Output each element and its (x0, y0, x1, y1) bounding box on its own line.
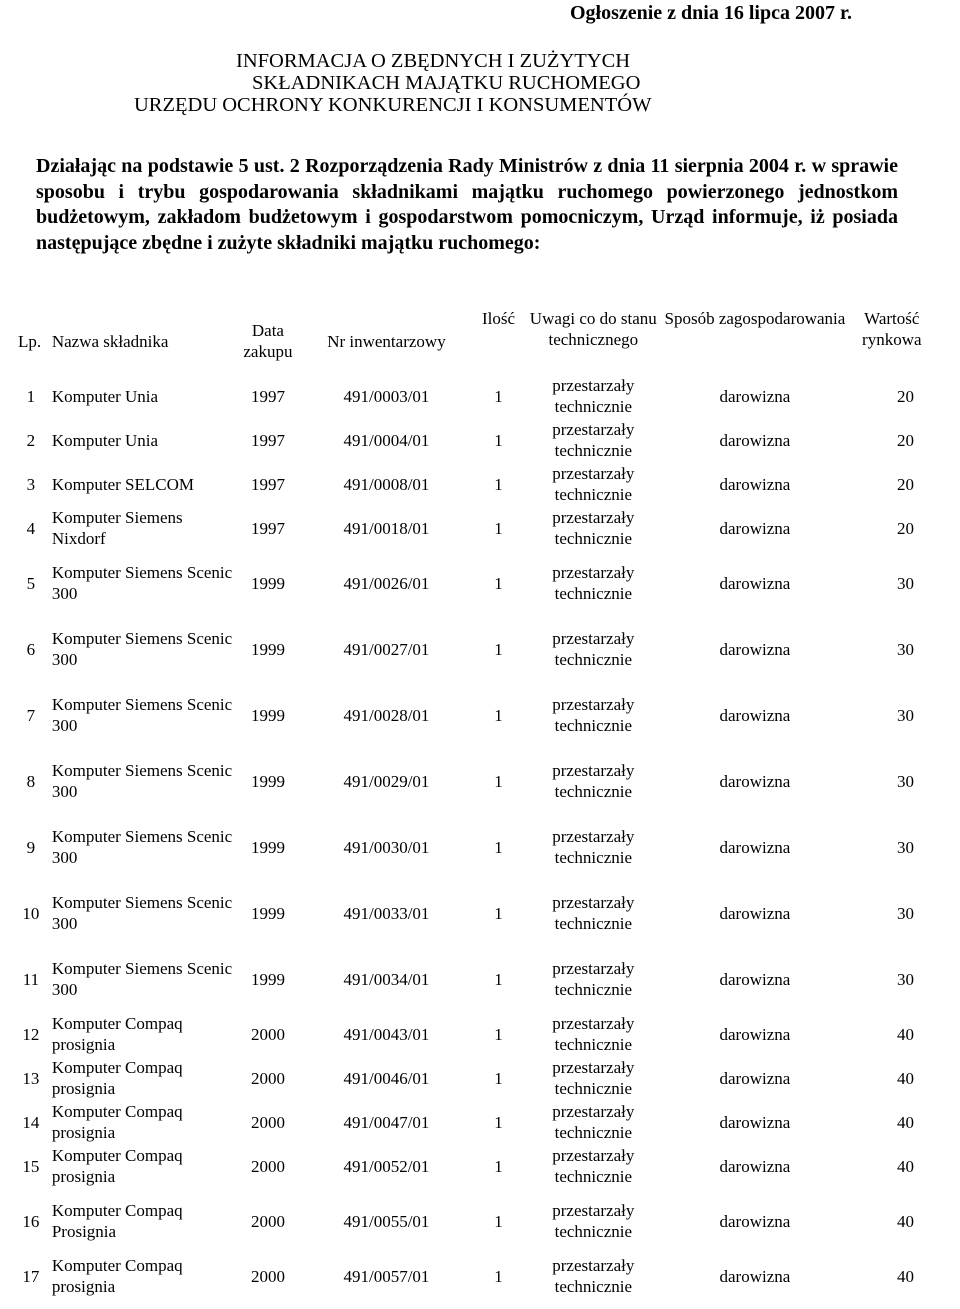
cell-value: 40 (897, 1112, 914, 1132)
cell-qty: 1 (494, 1024, 503, 1044)
cell-name: Komputer Compaq prosignia (51, 1102, 183, 1142)
cell-value: 20 (897, 430, 914, 450)
assets-table (18, 308, 936, 1298)
cell-inventory: 491/0029/01 (343, 771, 430, 791)
header-inventory: Nr inwentarzowy (327, 331, 446, 351)
cell-lp: 4 (26, 518, 36, 538)
cell-lp: 5 (26, 573, 36, 593)
cell-date: 2000 (250, 1112, 285, 1132)
cell-name: Komputer Compaq prosignia (51, 1058, 183, 1098)
cell-value: 40 (897, 1211, 914, 1231)
cell-name: Komputer Siemens Scenic 300 (51, 761, 233, 801)
cell-inventory: 491/0057/01 (343, 1266, 430, 1286)
cell-lp: 2 (26, 430, 36, 450)
cell-name: Komputer Siemens Scenic 300 (51, 827, 233, 867)
cell-name: Komputer Unia (51, 430, 159, 450)
header-name: Nazwa składnika (51, 331, 169, 351)
cell-qty: 1 (494, 969, 503, 989)
cell-inventory: 491/0052/01 (343, 1156, 430, 1176)
cell-date: 2000 (250, 1266, 285, 1286)
cell-remarks: przestarzały technicznie (552, 464, 635, 504)
cell-name: Komputer Compaq prosignia (51, 1256, 183, 1296)
cell-lp: 12 (22, 1024, 40, 1044)
cell-qty: 1 (494, 573, 503, 593)
cell-value: 30 (897, 573, 914, 593)
cell-inventory: 491/0027/01 (343, 639, 430, 659)
cell-remarks: przestarzały technicznie (552, 629, 635, 669)
cell-remarks: przestarzały technicznie (552, 420, 635, 460)
cell-remarks: przestarzały technicznie (552, 827, 635, 867)
cell-lp: 7 (26, 705, 36, 725)
cell-name: Komputer Siemens Scenic 300 (51, 893, 233, 933)
cell-inventory: 491/0030/01 (343, 837, 430, 857)
cell-value: 30 (897, 639, 914, 659)
cell-date: 1999 (250, 705, 285, 725)
cell-qty: 1 (494, 386, 503, 406)
header-disposal: Sposób zagospodarowania (664, 309, 846, 328)
header-value: Wartość rynkowa (862, 309, 922, 349)
cell-lp: 3 (26, 474, 36, 494)
cell-value: 30 (897, 705, 914, 725)
cell-value: 20 (897, 386, 914, 406)
cell-lp: 6 (26, 639, 36, 659)
cell-qty: 1 (494, 771, 503, 791)
cell-date: 1999 (250, 771, 285, 791)
table-row (18, 682, 936, 748)
cell-date: 1997 (250, 518, 285, 538)
table-row (18, 880, 936, 946)
cell-inventory: 491/0046/01 (343, 1068, 430, 1088)
cell-date: 1999 (250, 639, 285, 659)
cell-qty: 1 (494, 1068, 503, 1088)
cell-inventory: 491/0034/01 (343, 969, 430, 989)
cell-value: 20 (897, 518, 914, 538)
cell-disposal: darowizna (719, 1211, 791, 1231)
cell-value: 30 (897, 837, 914, 857)
cell-disposal: darowizna (719, 837, 791, 857)
cell-disposal: darowizna (719, 969, 791, 989)
header-remarks: Uwagi co do stanu technicznego (529, 309, 657, 349)
cell-inventory: 491/0033/01 (343, 903, 430, 923)
cell-date: 2000 (250, 1211, 285, 1231)
cell-inventory: 491/0043/01 (343, 1024, 430, 1044)
cell-name: Komputer Unia (51, 386, 159, 406)
table-row (18, 462, 936, 506)
cell-value: 40 (897, 1024, 914, 1044)
table-row (18, 550, 936, 616)
cell-date: 2000 (250, 1024, 285, 1044)
cell-inventory: 491/0004/01 (343, 430, 430, 450)
cell-inventory: 491/0003/01 (343, 386, 430, 406)
cell-remarks: przestarzały technicznie (552, 1256, 635, 1296)
cell-qty: 1 (494, 639, 503, 659)
table-row (18, 1056, 936, 1100)
cell-qty: 1 (494, 1266, 503, 1286)
cell-date: 1999 (250, 837, 285, 857)
cell-name: Komputer Compaq prosignia (51, 1146, 183, 1186)
cell-lp: 11 (22, 969, 40, 989)
heading-line-1: INFORMACJA O ZBĘDNYCH I ZUŻYTYCH (236, 50, 631, 72)
cell-remarks: przestarzały technicznie (552, 761, 635, 801)
table-row (18, 1012, 936, 1056)
cell-disposal: darowizna (719, 1112, 791, 1132)
cell-disposal: darowizna (719, 1024, 791, 1044)
cell-remarks: przestarzały technicznie (552, 1014, 635, 1054)
table-row (18, 616, 936, 682)
cell-remarks: przestarzały technicznie (552, 695, 635, 735)
cell-qty: 1 (494, 903, 503, 923)
cell-date: 2000 (250, 1068, 285, 1088)
cell-lp: 17 (22, 1266, 40, 1286)
table-row (18, 374, 936, 418)
cell-date: 1999 (250, 903, 285, 923)
cell-value: 40 (897, 1266, 914, 1286)
header-qty: Ilość (481, 309, 516, 328)
cell-lp: 8 (26, 771, 36, 791)
cell-remarks: przestarzały technicznie (552, 376, 635, 416)
cell-qty: 1 (494, 430, 503, 450)
cell-disposal: darowizna (719, 573, 791, 593)
document-heading (0, 50, 960, 116)
cell-remarks: przestarzały technicznie (552, 1146, 635, 1186)
cell-lp: 1 (26, 386, 36, 406)
announcement-date: Ogłoszenie z dnia 16 lipca 2007 r. (569, 2, 852, 24)
cell-qty: 1 (494, 1112, 503, 1132)
cell-date: 1999 (250, 573, 285, 593)
cell-remarks: przestarzały technicznie (552, 893, 635, 933)
header-lp: Lp. (18, 331, 42, 351)
cell-value: 40 (897, 1156, 914, 1176)
cell-qty: 1 (494, 1156, 503, 1176)
table-row (18, 946, 936, 1012)
header-date: Data zakupu (243, 321, 293, 361)
cell-disposal: darowizna (719, 474, 791, 494)
heading-line-2: SKŁADNIKACH MAJĄTKU RUCHOMEGO (252, 72, 641, 94)
cell-date: 2000 (250, 1156, 285, 1176)
cell-date: 1997 (250, 474, 285, 494)
cell-name: Komputer SELCOM (51, 474, 194, 494)
cell-value: 30 (897, 903, 914, 923)
cell-remarks: przestarzały technicznie (552, 563, 635, 603)
cell-lp: 9 (26, 837, 36, 857)
table-row (18, 1188, 936, 1254)
cell-disposal: darowizna (719, 705, 791, 725)
cell-inventory: 491/0047/01 (343, 1112, 430, 1132)
cell-inventory: 491/0026/01 (343, 573, 430, 593)
cell-date: 1997 (250, 430, 285, 450)
cell-inventory: 491/0028/01 (343, 705, 430, 725)
cell-disposal: darowizna (719, 903, 791, 923)
cell-name: Komputer Siemens Nixdorf (51, 508, 183, 548)
cell-name: Komputer Siemens Scenic 300 (51, 629, 233, 669)
intro-paragraph (36, 154, 898, 256)
cell-lp: 16 (22, 1211, 40, 1231)
cell-remarks: przestarzały technicznie (552, 959, 635, 999)
cell-disposal: darowizna (719, 639, 791, 659)
cell-name: Komputer Compaq Prosignia (51, 1201, 183, 1241)
cell-remarks: przestarzały technicznie (552, 1058, 635, 1098)
cell-remarks: przestarzały technicznie (552, 1201, 635, 1241)
table-row (18, 814, 936, 880)
cell-lp: 13 (22, 1068, 40, 1088)
cell-value: 20 (897, 474, 914, 494)
table-row (18, 1254, 936, 1298)
cell-value: 30 (897, 969, 914, 989)
cell-inventory: 491/0018/01 (343, 518, 430, 538)
cell-date: 1999 (250, 969, 285, 989)
cell-qty: 1 (494, 518, 503, 538)
cell-lp: 10 (22, 903, 40, 923)
cell-date: 1997 (250, 386, 285, 406)
cell-inventory: 491/0055/01 (343, 1211, 430, 1231)
cell-remarks: przestarzały technicznie (552, 1102, 635, 1142)
cell-qty: 1 (494, 837, 503, 857)
cell-remarks: przestarzały technicznie (552, 508, 635, 548)
cell-name: Komputer Siemens Scenic 300 (51, 563, 233, 603)
cell-qty: 1 (494, 705, 503, 725)
table-row (18, 748, 936, 814)
intro-text: Działając na podstawie 5 ust. 2 Rozporządzenia Rady Ministrów z dnia 11 sierpnia 2004 r. w sprawie sposobu i trybu gospodarowania składnikami majątku ruchomego powierzonego jednostkom budżetowym, zakładom budżetowym i gospodarstwom pomocniczym, Urząd informuje, iż posiada następujące zbędne i zużyte składniki majątku ruchomego: (36, 155, 898, 254)
heading-line-3: URZĘDU OCHRONY KONKURENCJI I KONSUMENTÓW (134, 94, 652, 116)
cell-name: Komputer Siemens Scenic 300 (51, 695, 233, 735)
cell-disposal: darowizna (719, 430, 791, 450)
table-body (18, 374, 936, 1298)
cell-value: 30 (897, 771, 914, 791)
cell-qty: 1 (494, 1211, 503, 1231)
cell-name: Komputer Siemens Scenic 300 (51, 959, 233, 999)
cell-lp: 15 (22, 1156, 40, 1176)
cell-disposal: darowizna (719, 1266, 791, 1286)
cell-disposal: darowizna (719, 386, 791, 406)
cell-disposal: darowizna (719, 771, 791, 791)
table-row (18, 506, 936, 550)
cell-name: Komputer Compaq prosignia (51, 1014, 183, 1054)
cell-disposal: darowizna (719, 1156, 791, 1176)
cell-lp: 14 (22, 1112, 40, 1132)
table-row (18, 418, 936, 462)
table-row (18, 1100, 936, 1144)
cell-inventory: 491/0008/01 (343, 474, 430, 494)
table-row (18, 1144, 936, 1188)
cell-disposal: darowizna (719, 518, 791, 538)
cell-disposal: darowizna (719, 1068, 791, 1088)
table-header-row (18, 308, 936, 374)
cell-value: 40 (897, 1068, 914, 1088)
cell-qty: 1 (494, 474, 503, 494)
